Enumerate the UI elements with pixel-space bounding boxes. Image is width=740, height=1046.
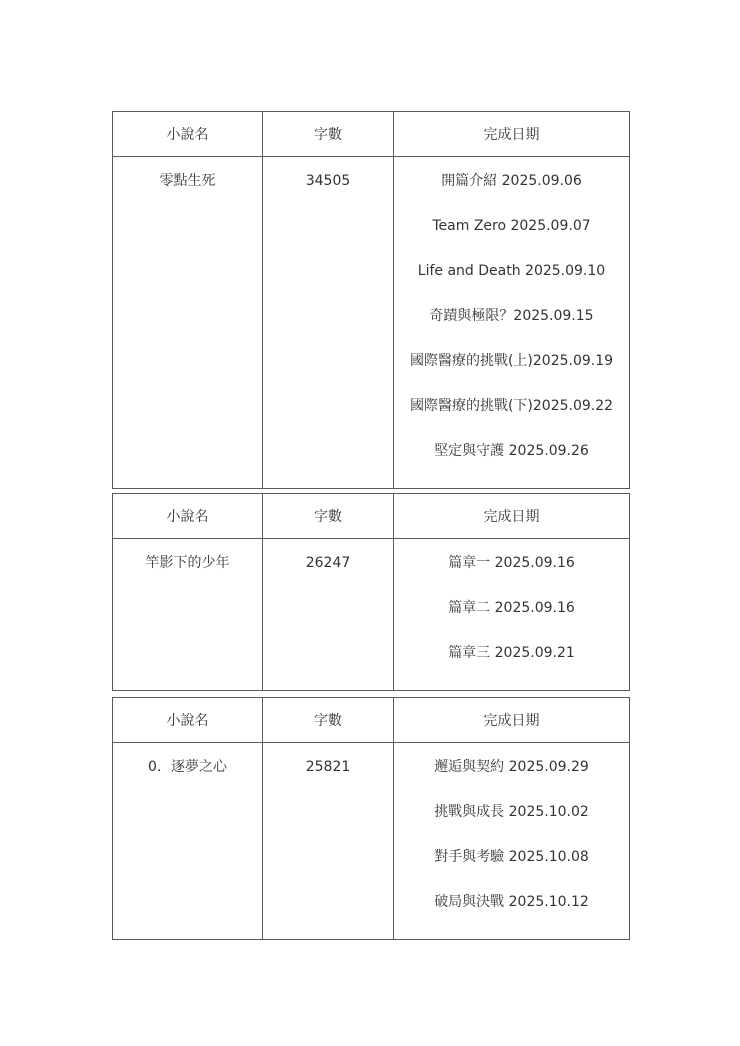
novel-name-cell [113,157,263,489]
chapter-entry: 開篇介紹 2025.09.06 [441,173,582,189]
chapter-entry: 堅定與守護 2025.09.26 [434,443,589,459]
word-count-cell [263,539,394,691]
chapter-entry: 奇蹟與極限？2025.09.15 [429,308,594,324]
chapter-dates-cell [394,539,630,691]
table-row [113,743,630,940]
chapter-dates-cell [394,157,630,489]
table-row [113,539,630,691]
novel-table-2 [112,493,630,691]
novel-name-cell [113,539,263,691]
word-count: 34505 [305,173,351,189]
header-completion-date: 完成日期 [394,494,630,539]
word-count-cell [263,743,394,940]
chapter-dates-cell [394,743,630,940]
chapter-list [394,539,629,690]
table-header-row [113,112,630,157]
chapter-entry: 對手與考驗 2025.10.08 [434,849,589,865]
chapter-entry: 破局與決戰 2025.10.12 [434,894,589,910]
novel-name: 零點生死 [159,173,216,189]
chapter-entry: Team Zero 2025.09.07 [432,218,591,234]
chapter-entry: 國際醫療的挑戰(下)2025.09.22 [409,398,614,414]
novel-name: 0．逐夢之心 [148,759,227,775]
header-novel-name: 小說名 [113,494,263,539]
chapter-entry: Life and Death 2025.09.10 [417,263,606,279]
novel-table-1 [112,111,630,489]
header-word-count: 字數 [263,698,394,743]
novel-table-3 [112,697,630,940]
header-novel-name: 小說名 [113,112,263,157]
word-count-cell [263,157,394,489]
table-header-row [113,698,630,743]
novel-name: 竿影下的少年 [145,555,230,571]
chapter-entry: 篇章二 2025.09.16 [448,600,575,616]
chapter-entry: 國際醫療的挑戰(上)2025.09.19 [409,353,614,369]
table-header-row [113,494,630,539]
header-word-count: 字數 [263,112,394,157]
word-count: 26247 [305,555,351,571]
novel-name-cell [113,743,263,940]
word-count: 25821 [305,759,351,775]
header-completion-date: 完成日期 [394,112,630,157]
chapter-entry: 挑戰與成長 2025.10.02 [434,804,589,820]
header-completion-date: 完成日期 [394,698,630,743]
header-word-count: 字數 [263,494,394,539]
header-novel-name: 小說名 [113,698,263,743]
chapter-entry: 邂逅與契約 2025.09.29 [434,759,589,775]
chapter-entry: 篇章三 2025.09.21 [448,645,575,661]
chapter-list [394,157,629,488]
chapter-list [394,743,629,939]
chapter-entry: 篇章一 2025.09.16 [448,555,575,571]
table-row [113,157,630,489]
